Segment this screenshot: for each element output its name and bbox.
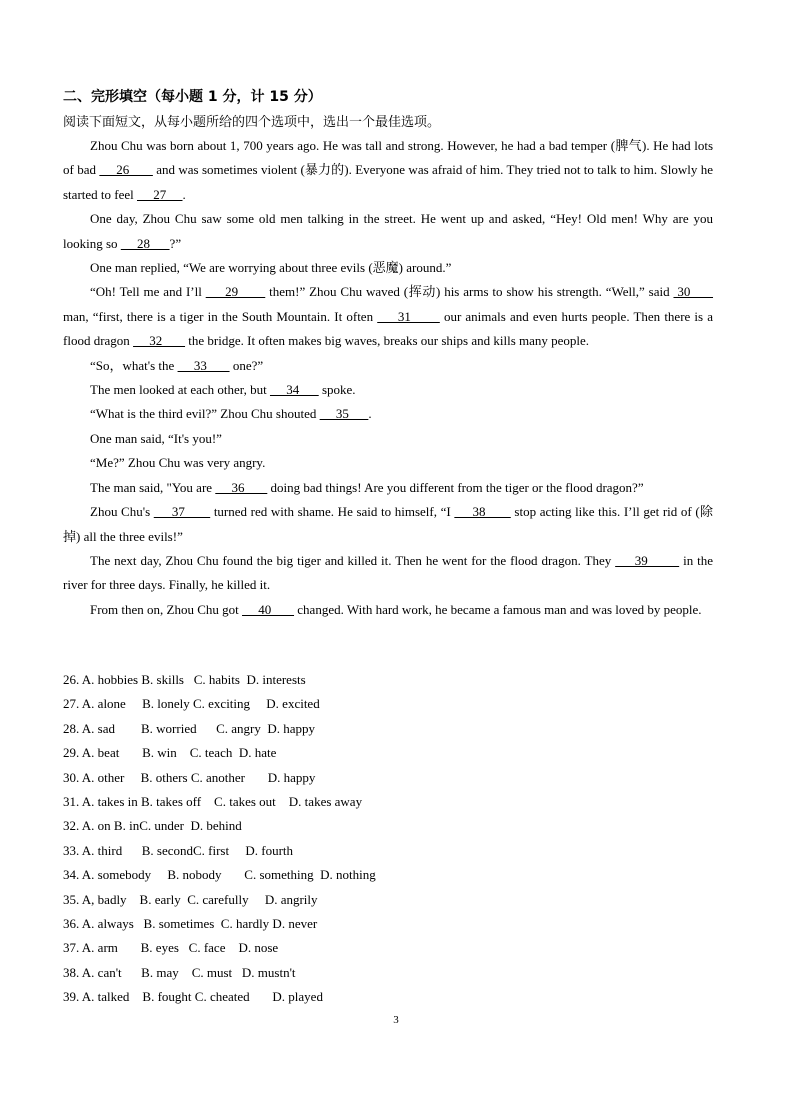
option-line: 31. A. takes in B. takes off C. takes out D. takes away xyxy=(63,793,363,809)
answer-blank: 37 xyxy=(153,504,211,520)
answer-options-list xyxy=(63,668,713,1009)
answer-blank: 32 xyxy=(133,333,186,349)
option-line: 26. A. hobbies B. skills C. habits D. interests xyxy=(63,672,306,687)
answer-blank: 33 xyxy=(177,357,230,373)
passage-paragraph: The man said, "You are 36 doing bad things! Are you different from the tiger or the flood dragon?” xyxy=(90,479,644,495)
passage-paragraph: One man replied, “We are worrying about three evils (恶魔) around.” xyxy=(90,260,452,276)
answer-blank: 29 xyxy=(205,284,266,300)
passage-paragraph: One man said, “It's you!” xyxy=(90,430,222,446)
answer-blank: 26 xyxy=(99,162,153,178)
option-line: 34. A. somebody B. nobody C. something D. nothing xyxy=(63,867,376,883)
option-line: 39. A. talked B. fought C. cheated D. played xyxy=(63,989,323,1005)
passage-paragraph: One day, Zhou Chu saw some old men talking in the street. He went up and asked, “Hey! Old men! Why are you looking so 28 ?” xyxy=(63,211,713,251)
page-number: 3 xyxy=(393,1014,399,1026)
passage-paragraph: From then on, Zhou Chu got 40 changed. With hard work, he became a famous man and was loved by people. xyxy=(90,601,702,617)
option-line: 37. A. arm B. eyes C. face D. nose xyxy=(63,940,279,956)
answer-blank: 30 xyxy=(673,284,714,300)
answer-blank: 40 xyxy=(242,601,295,617)
instruction-text: 阅读下面短文，从每小题所给的四个选项中，选出一个最佳选项。 xyxy=(63,114,441,129)
passage-paragraph: “So，what's the 33 one?” xyxy=(90,357,264,373)
option-line: 38. A. can't B. may C. must D. mustn't xyxy=(63,964,296,980)
option-line: 36. A. always B. sometimes C. hardly D. never xyxy=(63,915,318,931)
option-line: 28. A. sad B. worried C. angry D. happy xyxy=(63,720,316,736)
answer-blank: 27 xyxy=(137,186,183,202)
passage-paragraph: “Oh! Tell me and I’ll 29 them!” Zhou Chu waved (挥动) his arms to show his strength. “Well,” said 30 man, “first, there is a tiger in the South Mountain. It often 31 our animals and even hurts people. Then there is a flood dragon 32 the bridge. It often makes big waves, breaks our ships and kills many people. xyxy=(63,284,714,349)
passage-paragraph: “What is the third evil?” Zhou Chu shouted 35 . xyxy=(90,406,372,422)
answer-blank: 31 xyxy=(377,308,440,324)
option-line: 29. A. beat B. win C. teach D. hate xyxy=(63,745,277,761)
option-line: 27. A. alone B. lonely C. exciting D. excited xyxy=(63,696,320,712)
passage-paragraph: Zhou Chu was born about 1, 700 years ago. He was tall and strong. However, he had a bad temper (脾气). He had lots of bad 26 and was sometimes violent (暴力的). Everyone was afraid of him. They tried not to talk to him. Slowly he started to feel 27 . xyxy=(63,138,714,202)
option-line: 32. A. on B. inC. under D. behind xyxy=(63,818,242,834)
option-line: 30. A. other B. others C. another D. happy xyxy=(63,769,316,785)
option-line: 35. A, badly B. early C. carefully D. angrily xyxy=(63,891,318,907)
answer-blank: 38 xyxy=(454,504,511,520)
passage-paragraph: “Me?” Zhou Chu was very angry. xyxy=(90,455,266,471)
answer-blank: 35 xyxy=(319,406,369,422)
section-heading: 二、完形填空（每小题 1 分，计 15 分） xyxy=(63,89,322,105)
passage-paragraph: Zhou Chu's 37 turned red with shame. He said to himself, “I 38 stop acting like this. I’ll get rid of (除掉) all the three evils!” xyxy=(63,504,714,544)
answer-blank: 28 xyxy=(120,235,170,251)
answer-blank: 39 xyxy=(615,552,680,568)
passage-paragraph: The next day, Zhou Chu found the big tiger and killed it. Then he went for the flood dragon. They 39 in the river for three days. Finally, he killed it. xyxy=(63,552,713,593)
answer-blank: 34 xyxy=(269,382,319,398)
passage-paragraph: The men looked at each other, but 34 spoke. xyxy=(90,382,356,398)
cloze-passage xyxy=(63,134,713,622)
option-line: 33. A. third B. secondC. first D. fourth xyxy=(63,842,294,858)
answer-blank: 36 xyxy=(215,479,268,495)
